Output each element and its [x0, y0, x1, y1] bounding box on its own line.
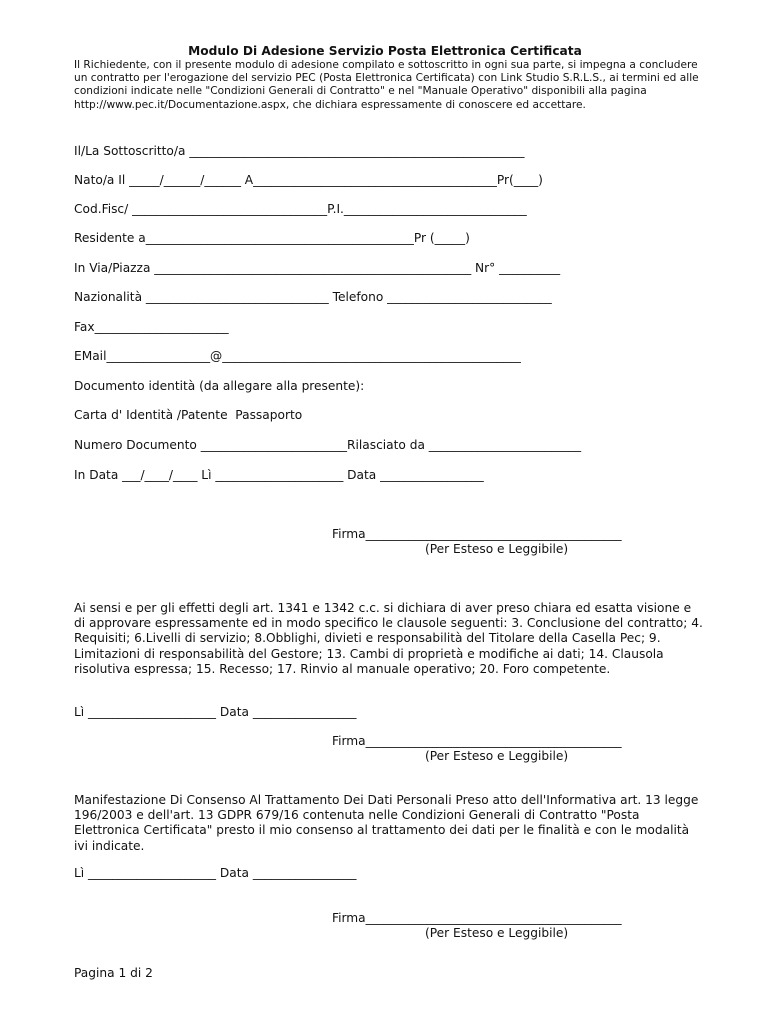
signature-line-2: Firma__________________________________________: [332, 734, 622, 748]
documento-label: Documento identità (da allegare alla presente):: [74, 379, 365, 393]
signature-caption-3: (Per Esteso e Leggibile): [425, 926, 569, 940]
signature-line-1: Firma__________________________________________: [332, 527, 622, 541]
signature-caption-1: (Per Esteso e Leggibile): [425, 542, 569, 556]
field-fax: Fax______________________: [74, 320, 229, 334]
field-email: EMail_________________@_________________________________________________: [74, 349, 521, 363]
tipi-documento: Carta d' Identità /Patente Passaporto: [74, 408, 303, 422]
field-codice-fiscale: Cod.Fisc/ ________________________________P.I.______________________________: [74, 202, 527, 216]
field-indirizzo: In Via/Piazza ____________________________________________________ Nr° __________: [74, 261, 561, 275]
consenso-paragraph: Manifestazione Di Consenso Al Trattamento Dei Dati Personali Preso atto dell'Informativa art. 13 legge 196/2003 e dell'art. 13 GDPR 679/16 contenuta nelle Condizioni Generali di Contratto "Posta Elettronica Certificata" presto il mio consenso al trattamento dei dati per le finalità e con le modalità ivi indicate.: [74, 793, 699, 853]
field-data-rilascio: In Data ___/____/____ Lì _____________________ Data _________________: [74, 468, 484, 482]
field-nazionalita-telefono: Nazionalità ______________________________ Telefono ___________________________: [74, 290, 552, 304]
clausole-luogo-data: Lì _____________________ Data _________________: [74, 705, 357, 719]
field-residenza: Residente a____________________________________________Pr (_____): [74, 231, 470, 245]
field-sottoscritto: Il/La Sottoscritto/a _______________________________________________________: [74, 144, 525, 158]
field-nascita: Nato/a Il _____/______/______ A________________________________________Pr(____): [74, 173, 543, 187]
document-title: Modulo Di Adesione Servizio Posta Elettronica Certificata: [188, 44, 582, 58]
field-numero-documento: Numero Documento ________________________Rilasciato da _________________________: [74, 438, 582, 452]
clausole-paragraph: Ai sensi e per gli effetti degli art. 1341 e 1342 c.c. si dichiara di aver preso chiara ed esatta visione e di approvare espressamente ed in modo specifico le clausole seguenti: 3. Conclusione del contratto; 4. Requisiti; 6.Livelli di servizio; 8.Obblighi, divieti e responsabilità del Titolare della Casella Pec; 9. Limitazioni di responsabilità del Gestore; 13. Cambi di proprietà e modifiche ai dati; 14. Clausola risolutiva espressa; 15. Recesso; 17. Rinvio al manuale operativo; 20. Foro competente.: [74, 601, 703, 676]
signature-caption-2: (Per Esteso e Leggibile): [425, 749, 569, 763]
page-number: Pagina 1 di 2: [74, 966, 153, 980]
intro-paragraph: Il Richiedente, con il presente modulo di adesione compilato e sottoscritto in ogni sua parte, si impegna a concludere un contratto per l'erogazione del servizio PEC (Posta Elettronica Certificata) con Link Studio S.R.L.S., ai termini ed alle condizioni indicate nelle "Condizioni Generali di Contratto" e nel "Manuale Operativo" disponibili alla pagina http://www.pec.it/Documentazione.aspx, che dichiara espressamente di conoscere ed accettare.: [74, 59, 699, 111]
consenso-luogo-data: Lì _____________________ Data _________________: [74, 866, 357, 880]
signature-line-3: Firma__________________________________________: [332, 911, 622, 925]
